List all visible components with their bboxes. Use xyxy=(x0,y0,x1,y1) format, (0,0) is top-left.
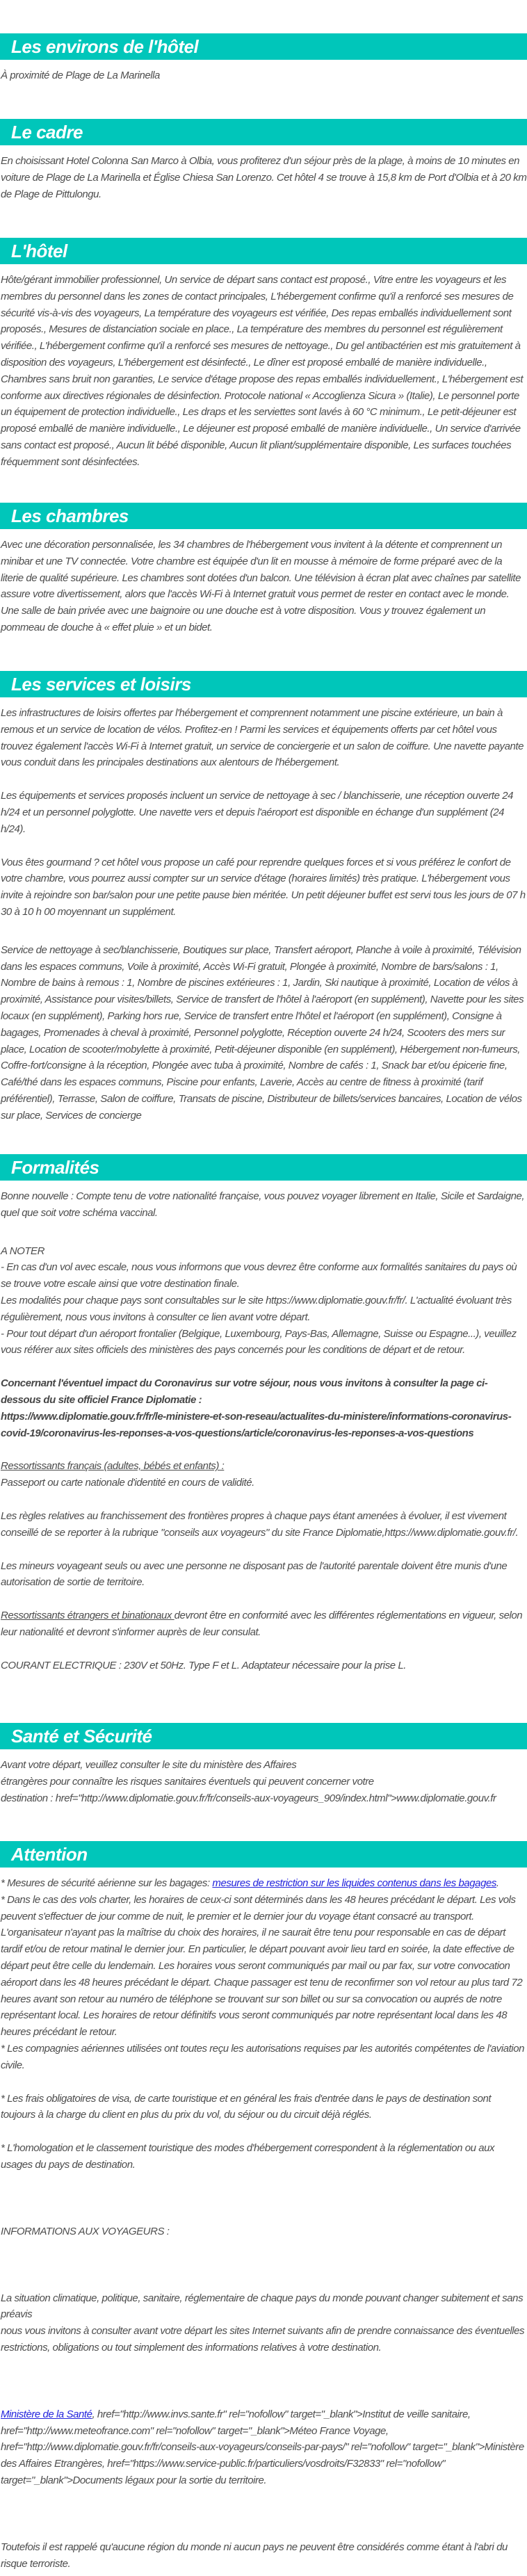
rooms-text: Avec une décoration personnalisée, les 34 chambres de l'hébergement vous invitent à la détente et comprennent un minibar et une TV connectée. Votre chambre est équipée d'un lit en mousse à mémoire de forme préparé avec de la literie de qualité supérieure. Les chambres sont dotées d'un balcon. Une télévision à écran plat avec chaînes par satellite assure votre divertissement, alors que l'accès Wi-Fi à Internet gratuit vous permet de rester en contact avec le monde. Une salle de bain privée avec une baignoire ou une douche est à votre disposition. Vous y trouvez également un pommeau de douche à « effet pluie » et un bidet. xyxy=(1,539,521,633)
section-setting-header xyxy=(0,119,527,145)
section-warning-body xyxy=(0,1868,527,2572)
note-item-stopover: - En cas d'un vol avec escale, nous vous informons que vous devrez être conforme aux formalités sanitaires du pays où se trouve votre escale ainsi que votre destination finale. xyxy=(1,1261,517,1290)
hotel-measures-text: Hôte/gérant immobilier professionnel, Un service de départ sans contact est proposé., Vitre entre les voyageurs et les membres du personnel dans les zones de contact principales, L'hébergement confirme qu'il a renforcé ses mesures de sécurité vis-à-vis des voyageurs, La température des voyageurs est vérifiée, Des repas emballés individuellement sont proposés., Mesures de distanciation sociale en place., La température des membres du personnel est régulièrement vérifiée., L'hébergement confirme qu'il a renforcé ses mesures de nettoyage., Du gel antibactérien est mis gratuitement à disposition des voyageurs, L'hébergement est désinfecté., Le dîner est proposé emballé de manière individuelle., Chambres sans bruit non garanties, Le service d'étage propose des repas emballés individuellement., L'hébergement est conforme aux directives régionales de désinfection. Protocole national « Accoglienza Sicura » (Italie), Le personnel porte un équipement de protection individuelle., Les draps et les serviettes sont lavés à 60 °C minimum., Le petit-déjeuner est proposé emballé de manière individuelle., Le déjeuner est proposé emballé de manière individuelle., Un service d'arrivée sans contact est proposé., Aucun lit bébé disponible, Aucun lit pliant/supplémentaire disponible, Les surfaces touchées fréquemment sont désinfectées. xyxy=(1,274,524,468)
minors-text: Les mineurs voyageant seuls ou avec une personne ne disposant pas de l'autorité parentale doivent être munis d'une autorisation de sortie de territoire. xyxy=(1,1560,508,1589)
note-item-modalities: Les modalités pour chaque pays sont consultables sur le site https://www.diplomatie.gouv.fr/fr/. L'actualité évoluant très régulièrement, nous vous invitons à consulter ce lien avant votre départ. xyxy=(1,1294,512,1323)
foreign-nationals-rest: devront être en conformité avec les différentes réglementations en vigueur, selon leur nationalité et devront s'informer auprès de leur consulat. xyxy=(1,1610,523,1638)
health-advice-line3: destination : href="http://www.diplomatie.gouv.fr/fr/conseils-aux-voyageurs_909/index.html">www.diplomatie.gouv.fr xyxy=(1,1792,496,1804)
section-surroundings-header xyxy=(0,33,527,60)
section-setting xyxy=(0,119,527,202)
visa-fees-text: * Les frais obligatoires de visa, de carte touristique et en général les frais d'entrée dans le pays de destination sont toujours à la charge du client en plus du prix du vol, du séjour ou du circuit déjà réglés. xyxy=(1,2092,492,2121)
section-hotel-title: L'hôtel xyxy=(11,241,67,261)
homologation-text: * L'homologation et le classement touristique des modes d'hébergement correspondent à la réglementation ou aux usages du pays de destination. xyxy=(1,2142,495,2171)
section-formalities-header xyxy=(0,1154,527,1181)
note-heading: A NOTER xyxy=(1,1245,44,1257)
services-facilities-text: Les équipements et services proposés incluent un service de nettoyage à sec / blanchisserie, une réception ouverte 24 h/24 et un personnel polyglotte. Une navette vers et depuis l'aéroport est disponible en échange d'un supplément (24 h/24). xyxy=(1,790,513,835)
services-list-text: Service de nettoyage à sec/blanchisserie, Boutiques sur place, Transfert aéroport, Planche à voile à proximité, Télévision dans les espaces communs, Voile à proximité, Accès Wi-Fi gratuit, Plongée à proximité, Nombre de bars/salons : 1, Nombre de bains à remous : 1, Nombre de piscines extérieures : 1, Jardin, Ski nautique à proximité, Location de vélos à proximité, Assistance pour visites/billets, Service de transfert de l'hôtel à l'aéroport (en supplément), Navette pour les sites locaux (en supplément), Parking hors rue, Service de transfert entre l'hôtel et l'aéroport (en supplément), Consigne à bagages, Promenades à cheval à proximité, Personnel polyglotte, Réception ouverte 24 h/24, Scooters des mers sur place, Location de scooter/mobylette à proximité, Petit-déjeuner disponible (en supplément), Hébergement non-fumeurs, Coffre-fort/consigne à la réception, Plongée avec tuba à proximité, Nombre de cafés : 1, Snack bar et/ou épicerie fine, Café/thé dans les espaces communs, Piscine pour enfants, Laverie, Accès au centre de fitness à proximité (tarif préférentiel), Terrasse, Salon de coiffure, Transats de piscine, Distributeur de billets/services bancaires, Location de vélos sur place, Services de concierge xyxy=(1,943,524,1121)
charter-flights-text: * Dans le cas des vols charter, les horaires de ceux-ci sont déterminés dans les 48 heures précédant le départ. Les vols peuvent s'effectuer de jour comme de nuit, le premier et le dernier jour du voyage étant consacré au transport. L'organisateur n'ayant pas la maîtrise du choix des horaires, il ne saurait être tenu pour responsable en cas de départ tardif et/ou de retour matinal le dernier jour. En particulier, le départ pouvant avoir lieu tard en soirée, la date effective de départ peut être celle du lendemain. Les horaires vous seront communiqués par mail ou par fax, sur votre convocation aéroport dans les 48 heures précédant le départ. Chaque passager est tenu de reconfirmer son vol retour au plus tard 72 heures avant son retour au numéro de téléphone se trouvant sur son billet ou sur sa convocation ou auprés de notre représentant local. Les horaires de retour définitifs vous seront communiqués par notre représentant local dans les 48 heures précédant le retour. xyxy=(1,1893,523,2039)
services-dining-text: Vous êtes gourmand ? cet hôtel vous propose un café pour reprendre quelques forces et si vous préférez le confort de votre chambre, vous pourrez aussi compter sur un service d'étage (horaires limités) très pratique. L'hébergement vous invite à rejoindre son bar/salon pour une petite pause bien méritée. Un petit déjeuner buffet est servi tous les jours de 07 h 30 à 10 h 00 moyennant un supplément. xyxy=(1,856,526,918)
official-links-rest: , href="http://www.invs.sante.fr" rel="nofollow" target="_blank">Institut de veille sanitaire, href="http://www.meteofrance.com" rel="nofollow" target="_blank">Méteo France Voyage, href="http://www.diplomatie.gouv.fr/fr/conseils-aux-voyageurs/conseils-par-pays/" rel="nofollow" target="_blank">Ministère des Affaires Etrangères, href="https://www.service-public.fr/particuliers/vosdroits/F32833" rel="nofollow" target="_blank">Documents légaux pour la sortie du territoire. xyxy=(1,2408,524,2486)
section-rooms-body xyxy=(0,529,527,636)
section-warning-title: Attention xyxy=(11,1844,88,1865)
coronavirus-url-text: https://www.diplomatie.gouv.fr/fr/le-ministere-et-son-reseau/actualites-du-ministere/informations-coronavirus-covid-19/coronavirus-les-reponses-a-vos-questions/article/coronavirus-les-reponses-a-vos-questions xyxy=(1,1410,512,1439)
baggage-security-text xyxy=(1,1875,527,1892)
terrorism-disclaimer-text: Toutefois il est rappelé qu'aucune région du monde ni aucun pays ne peuvent être considérés comme étant à l'abri du risque terroriste. xyxy=(1,2541,508,2570)
official-links-text xyxy=(1,2406,527,2489)
section-setting-title: Le cadre xyxy=(11,122,83,143)
note-item-border-airports: - Pour tout départ d'un aéroport frontalier (Belgique, Luxembourg, Pays-Bas, Allemagne, Suisse ou Espagne...), veuillez vous référer aux sites officiels des ministères des pays concernés pour les conditions de départ et de retour. xyxy=(1,1327,517,1356)
section-services xyxy=(0,671,527,1124)
baggage-security-prefix: * Mesures de sécurité aérienne sur les bagages: xyxy=(1,1877,213,1889)
section-formalities-body xyxy=(0,1181,527,1674)
situation-text-line1: La situation climatique, politique, sanitaire, réglementaire de chaque pays du monde pouvant changer subitement et sans préavis xyxy=(1,2292,524,2321)
traveler-info-heading: INFORMATIONS AUX VOYAGEURS : xyxy=(1,2225,170,2237)
section-hotel xyxy=(0,238,527,471)
setting-text: En choisissant Hotel Colonna San Marco à Olbia, vous profiterez d'un séjour près de la plage, à moins de 10 minutes en voiture de Plage de La Marinella et Église Chiesa San Lorenzo. Cet hôtel 4 se trouve à 15,8 km de Port d'Olbia et à 20 km de Plage de Pittulongu. xyxy=(1,155,527,200)
good-news-text: Bonne nouvelle : Compte tenu de votre nationalité française, vous pouvez voyager librement en Italie, Sicile et Sardaigne, quel que soit votre schéma vaccinal. xyxy=(1,1190,525,1219)
coronavirus-intro-text: Concernant l'éventuel impact du Coronavirus sur votre séjour, nous vous invitons à consulter la page ci-dessous du site officiel France Diplomatie : xyxy=(1,1377,488,1406)
section-surroundings-title: Les environs de l'hôtel xyxy=(11,36,199,57)
airlines-text: * Les compagnies aériennes utilisées ont toutes reçu les autorisations requises par les autorités compétentes de l'aviation civile. xyxy=(1,2042,524,2071)
ministere-sante-link[interactable]: Ministère de la Santé xyxy=(1,2408,92,2420)
electric-current-text: COURANT ELECTRIQUE : 230V et 50Hz. Type F et L. Adaptateur nécessaire pour la prise L. xyxy=(1,1659,406,1671)
services-leisure-text: Les infrastructures de loisirs offertes par l'hébergement et comprennent notamment une piscine extérieure, un bain à remous et un service de location de vélos. Profitez-en ! Parmi les services et équipements offerts par cet hôtel vous trouvez également l'accès Wi-Fi à Internet gratuit, un service de conciergerie et un salon de coiffure. Une navette payante vous conduit dans les principales destinations aux alentours de l'hébergement. xyxy=(1,707,524,769)
french-nationals-text: Passeport ou carte nationale d'identité en cours de validité. xyxy=(1,1477,254,1489)
section-health-safety-title: Santé et Sécurité xyxy=(11,1726,152,1747)
section-services-header xyxy=(0,671,527,697)
section-rooms xyxy=(0,503,527,636)
foreign-nationals-text xyxy=(1,1607,527,1641)
health-advice-line2: étrangères pour connaître les risques sanitaires éventuels qui peuvent concerner votre xyxy=(1,1775,374,1788)
section-health-safety-body xyxy=(0,1749,527,1806)
section-formalities xyxy=(0,1154,527,1674)
section-services-title: Les services et loisirs xyxy=(11,674,191,695)
situation-text-line2: nous vous invitons à consulter avant votre départ les sites Internet suivants afin de prendre connaissance des éventuelles restrictions, obligations ou tout simplement des informations relatives à votre destination. xyxy=(1,2325,525,2354)
french-nationals-heading: Ressortissants français (adultes, bébés et enfants) : xyxy=(1,1460,225,1473)
section-surroundings-body xyxy=(0,60,527,84)
section-hotel-body xyxy=(0,264,527,471)
section-services-body xyxy=(0,697,527,1124)
baggage-security-suffix: . xyxy=(496,1877,499,1889)
section-health-safety xyxy=(0,1723,527,1806)
section-rooms-header xyxy=(0,503,527,529)
health-advice-line1: Avant votre départ, veuillez consulter le site du ministère des Affaires xyxy=(1,1759,297,1771)
section-hotel-header xyxy=(0,238,527,264)
border-rules-text: Les règles relatives au franchissement des frontières propres à chaque pays étant amenées à évoluer, il est vivement conseillé de se reporter à la rubrique "conseils aux voyageurs" du site France Diplomatie,https://www.diplomatie.gouv.fr/. xyxy=(1,1509,519,1539)
foreign-nationals-lead: Ressortissants étrangers et binationaux xyxy=(1,1610,175,1622)
section-warning-header xyxy=(0,1841,527,1868)
section-formalities-title: Formalités xyxy=(11,1157,99,1178)
section-surroundings xyxy=(0,33,527,84)
section-health-safety-header xyxy=(0,1723,527,1749)
liquids-restriction-link[interactable]: mesures de restriction sur les liquides contenus dans les bagages xyxy=(212,1877,496,1889)
surroundings-text: À proximité de Plage de La Marinella xyxy=(1,70,160,81)
section-setting-body xyxy=(0,145,527,202)
section-warning xyxy=(0,1841,527,2572)
section-rooms-title: Les chambres xyxy=(11,505,129,526)
